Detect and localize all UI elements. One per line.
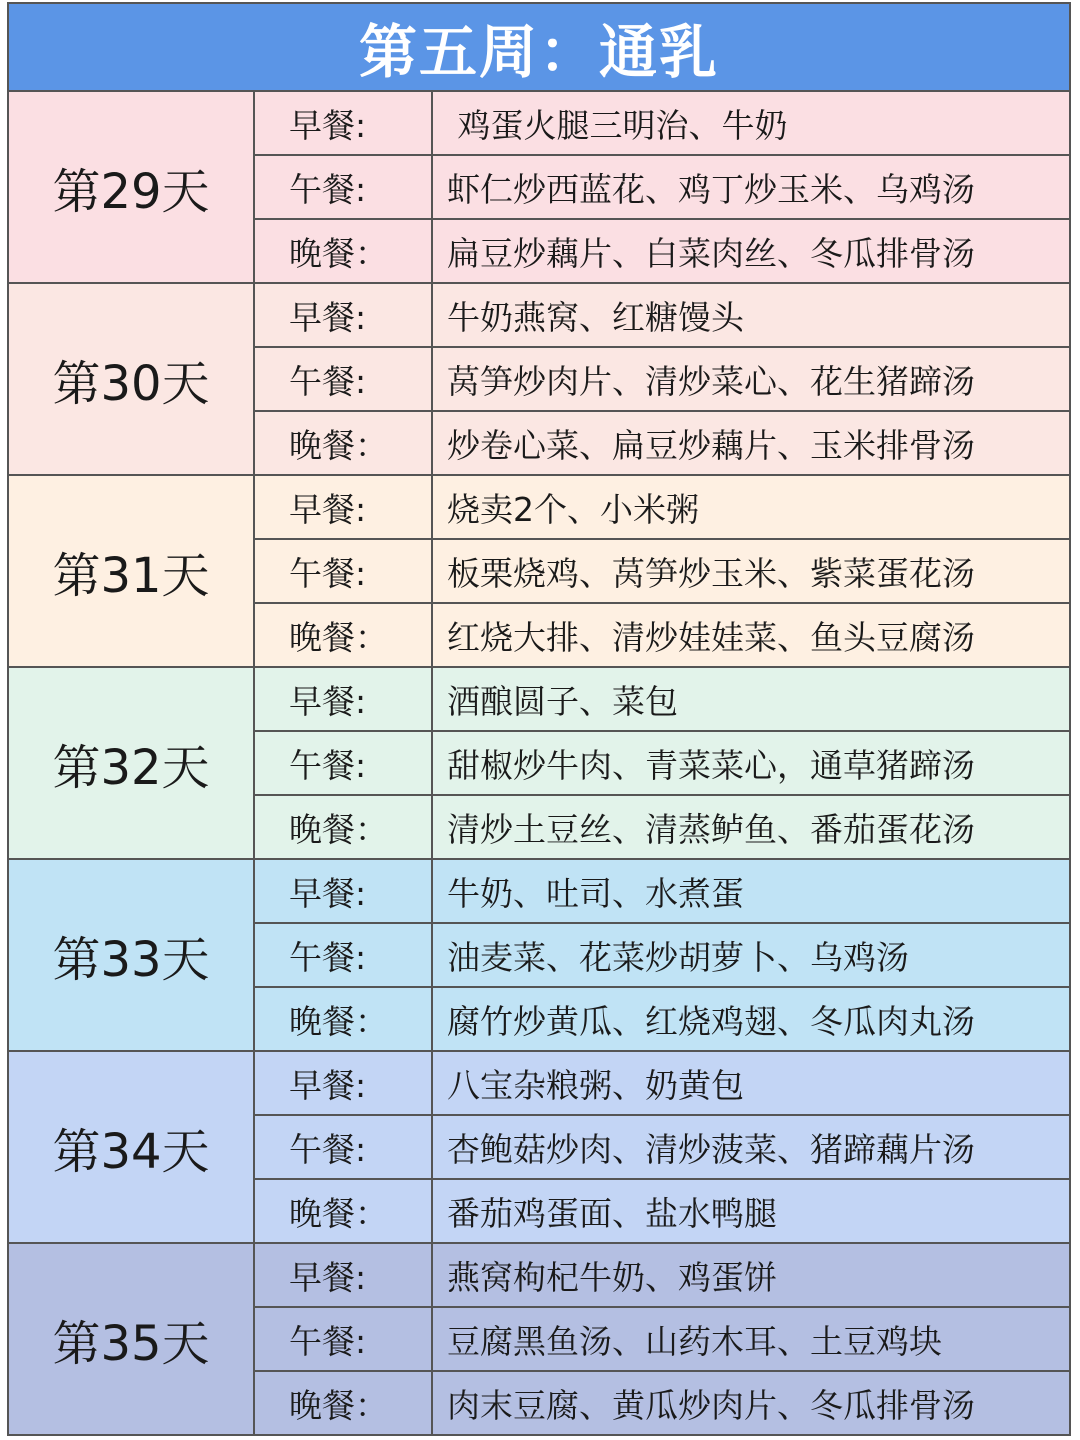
- meal-name: 晚餐：: [255, 1372, 433, 1434]
- meal-name: 午餐:: [255, 348, 433, 410]
- day-label: 第33天: [9, 860, 255, 1050]
- meal-row: [255, 860, 1069, 924]
- meal-row: [255, 540, 1069, 604]
- meal-row: [255, 1116, 1069, 1180]
- meal-row: [255, 220, 1069, 282]
- meal-dishes: 烧卖2个、小米粥: [447, 489, 699, 529]
- meal-row: [255, 924, 1069, 988]
- page-title: 第五周：通乳: [9, 4, 1069, 92]
- meals-list: [255, 92, 1069, 282]
- meal-name: 晚餐：: [255, 604, 433, 666]
- meal-name: 早餐:: [255, 92, 433, 154]
- meal-name: 早餐:: [255, 668, 433, 730]
- meal-dishes: 清炒土豆丝、清蒸鲈鱼、番茄蛋花汤: [447, 809, 975, 849]
- day-label: 第35天: [9, 1244, 255, 1434]
- meal-row: [255, 604, 1069, 666]
- meal-row: [255, 284, 1069, 348]
- meal-plan-table: [7, 2, 1071, 1436]
- day-row: [9, 668, 1069, 860]
- meal-dishes: 八宝杂粮粥、奶黄包: [447, 1065, 744, 1105]
- meal-dishes: 燕窝枸杞牛奶、鸡蛋饼: [447, 1257, 777, 1297]
- meal-name: 早餐:: [255, 860, 433, 922]
- meal-name: 晚餐：: [255, 796, 433, 858]
- meal-dishes: 杏鲍菇炒肉、清炒菠菜、猪蹄藕片汤: [447, 1129, 975, 1169]
- meal-dishes: 肉末豆腐、黄瓜炒肉片、冬瓜排骨汤: [447, 1385, 975, 1425]
- meal-row: [255, 1180, 1069, 1242]
- meal-name: 晚餐：: [255, 220, 433, 282]
- meal-row: [255, 1372, 1069, 1434]
- meal-dishes: 炒卷心菜、扁豆炒藕片、玉米排骨汤: [447, 425, 975, 465]
- meal-row: [255, 796, 1069, 858]
- meal-dishes: 腐竹炒黄瓜、红烧鸡翅、冬瓜肉丸汤: [447, 1001, 975, 1041]
- meal-name: 早餐:: [255, 1244, 433, 1306]
- meal-dishes: 红烧大排、清炒娃娃菜、鱼头豆腐汤: [447, 617, 975, 657]
- meal-dishes: 莴笋炒肉片、清炒菜心、花生猪蹄汤: [447, 361, 975, 401]
- meal-name: 午餐:: [255, 540, 433, 602]
- meal-dishes: 扁豆炒藕片、白菜肉丝、冬瓜排骨汤: [447, 233, 975, 273]
- meal-dishes: 油麦菜、花菜炒胡萝卜、乌鸡汤: [447, 937, 909, 977]
- meal-name: 晚餐：: [255, 412, 433, 474]
- meal-row: [255, 156, 1069, 220]
- meal-dishes: 牛奶、吐司、水煮蛋: [447, 873, 744, 913]
- meal-dishes: 虾仁炒西蓝花、鸡丁炒玉米、乌鸡汤: [447, 169, 975, 209]
- meal-dishes: 番茄鸡蛋面、盐水鸭腿: [447, 1193, 777, 1233]
- meal-dishes: 豆腐黑鱼汤、山药木耳、土豆鸡块: [447, 1321, 942, 1361]
- meal-row: [255, 476, 1069, 540]
- meal-row: [255, 988, 1069, 1050]
- day-row: [9, 476, 1069, 668]
- meal-name: 早餐:: [255, 1052, 433, 1114]
- meal-name: 午餐:: [255, 1116, 433, 1178]
- days-container: [9, 92, 1069, 1436]
- day-label: 第30天: [9, 284, 255, 474]
- meal-row: [255, 92, 1069, 156]
- meal-row: [255, 412, 1069, 474]
- meals-list: [255, 284, 1069, 474]
- meal-name: 午餐:: [255, 1308, 433, 1370]
- meal-name: 早餐:: [255, 284, 433, 346]
- meal-row: [255, 348, 1069, 412]
- meals-list: [255, 476, 1069, 666]
- meal-name: 午餐:: [255, 156, 433, 218]
- meal-name: 晚餐：: [255, 988, 433, 1050]
- day-label: 第32天: [9, 668, 255, 858]
- meal-dishes: 牛奶燕窝、红糖馒头: [447, 297, 744, 337]
- meal-name: 午餐:: [255, 924, 433, 986]
- meal-dishes: 鸡蛋火腿三明治、牛奶: [447, 105, 788, 145]
- meal-row: [255, 1308, 1069, 1372]
- day-row: [9, 1244, 1069, 1436]
- meal-row: [255, 1244, 1069, 1308]
- meal-name: 早餐:: [255, 476, 433, 538]
- day-label: 第29天: [9, 92, 255, 282]
- meals-list: [255, 1244, 1069, 1434]
- meals-list: [255, 860, 1069, 1050]
- day-row: [9, 284, 1069, 476]
- meal-row: [255, 732, 1069, 796]
- meal-row: [255, 1052, 1069, 1116]
- meal-dishes: 酒酿圆子、菜包: [447, 681, 678, 721]
- meals-list: [255, 1052, 1069, 1242]
- meal-name: 午餐:: [255, 732, 433, 794]
- day-label: 第31天: [9, 476, 255, 666]
- meal-dishes: 甜椒炒牛肉、青菜菜心，通草猪蹄汤: [447, 745, 975, 785]
- meal-dishes: 板栗烧鸡、莴笋炒玉米、紫菜蛋花汤: [447, 553, 975, 593]
- meal-row: [255, 668, 1069, 732]
- day-row: [9, 1052, 1069, 1244]
- day-label: 第34天: [9, 1052, 255, 1242]
- day-row: [9, 92, 1069, 284]
- meal-name: 晚餐：: [255, 1180, 433, 1242]
- day-row: [9, 860, 1069, 1052]
- meals-list: [255, 668, 1069, 858]
